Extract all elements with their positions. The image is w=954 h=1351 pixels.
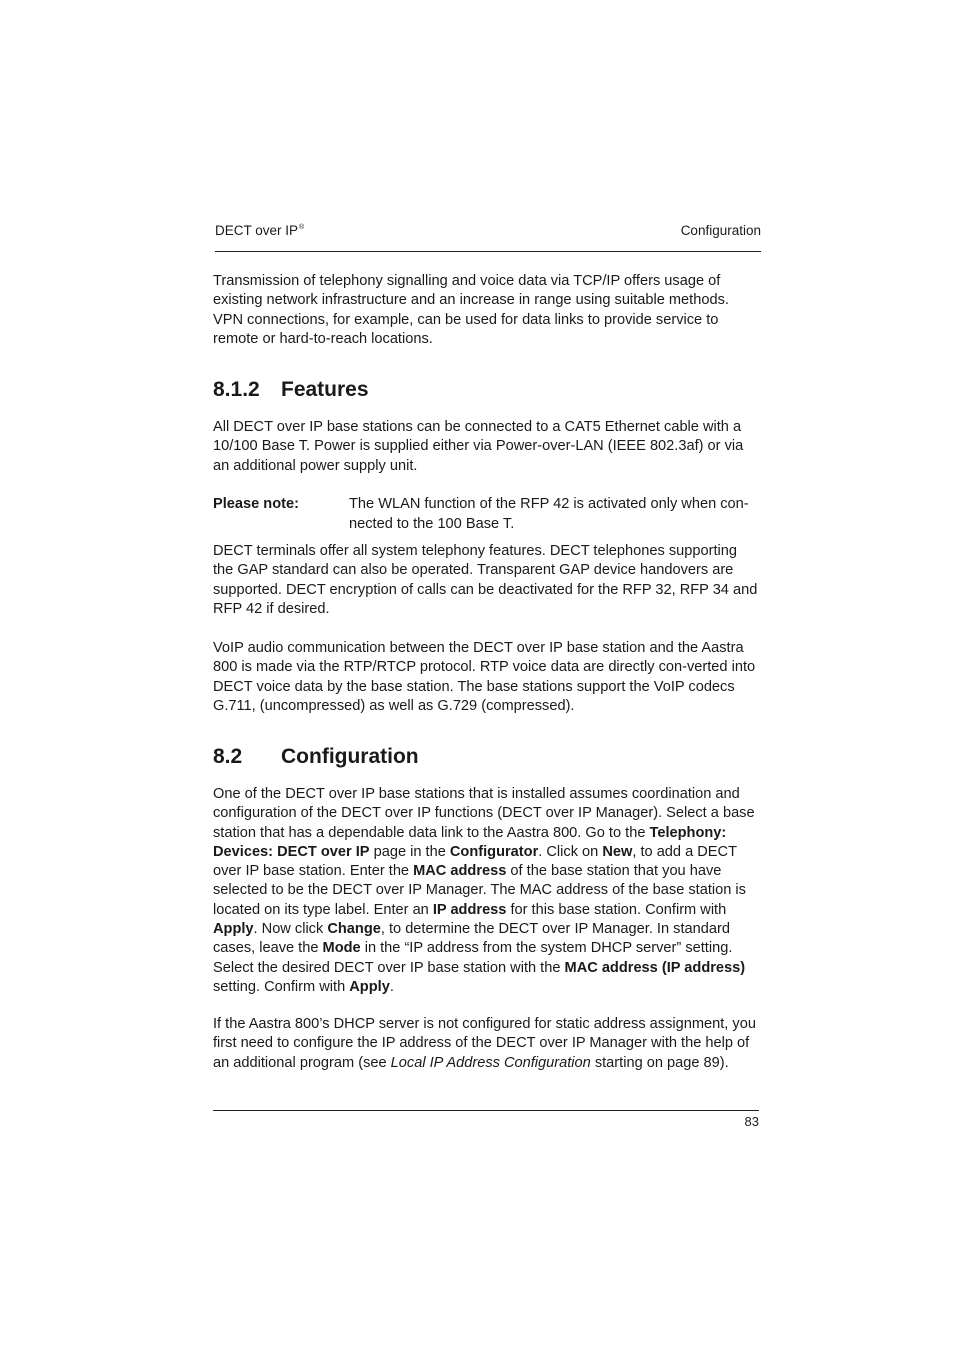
- section-number: 8.1.2: [213, 378, 260, 401]
- features-paragraph-2: DECT terminals offer all system telephony features. DECT telephones supporting the GAP standard can also be operated. Transparent GAP device handovers are supported. DECT encryption of calls can be deactivated for the RFP 32, RFP 34 and RFP 42 if desired.: [213, 543, 758, 617]
- note-text: The WLAN function of the RFP 42 is activated only when con-nected to the 100 Base T.: [349, 496, 749, 532]
- note-label: Please note:: [213, 496, 299, 512]
- header-doc-title: DECT over IP®: [215, 223, 305, 238]
- ui-term-mode: Mode: [322, 940, 361, 957]
- features-paragraph-3: VoIP audio communication between the DECT over IP base station and the Aastra 800 is made via the RTP/RTCP protocol. RTP voice data are directly con-verted into DECT voice data by the base station. The base stations support the VoIP codecs G.711, (uncompressed) as well as G.729 (compressed).: [213, 640, 756, 714]
- header-chapter-title: Configuration: [680, 223, 761, 238]
- section-heading-configuration: [213, 744, 419, 770]
- footer-divider: [213, 1110, 759, 1111]
- ui-term-mac-address: MAC address: [413, 863, 507, 880]
- ui-term-apply: Apply: [213, 921, 254, 938]
- ui-term-change: Change: [327, 921, 381, 938]
- configuration-paragraph-2: If the Aastra 800’s DHCP server is not configured for static address assignment, you first need to configure the IP address of the DECT over IP Manager with the help of an additional program (see Local IP Address Configuration starting on page 89).: [213, 1016, 756, 1071]
- ui-term-configurator: Configurator: [449, 843, 539, 860]
- ui-term-new: New: [602, 843, 633, 860]
- registered-mark: ®: [299, 224, 305, 231]
- configuration-paragraph-1: One of the DECT over IP base stations that is installed assumes coordination and configuration of the DECT over IP functions (DECT over IP Manager). Select a base station that has a dependable data link to the Aastra 800. Go to the Telephony: Devices: DECT over IP page in the Configurator. Click on New, to add a DECT over IP base station. Enter the MAC address of the base station that you have selected to be the DECT over IP Manager. The MAC address of the base station is located on its type label. Enter an IP address for this base station. Confirm with Apply. Now click Change, to determine the DECT over IP Manager. In standard cases, leave the Mode in the “IP address from the system DHCP server” setting. Select the desired DECT over IP base station with the MAC address (IP address) setting. Confirm with Apply.: [213, 786, 755, 995]
- page-number: 83: [744, 1114, 759, 1129]
- ui-path-telephony: Telephony: Devices: DECT over IP: [213, 824, 727, 860]
- cross-reference-link: Local IP Address Configuration: [390, 1054, 591, 1071]
- ui-term-mac-address-ip: MAC address (IP address): [564, 959, 746, 976]
- ui-term-apply: Apply: [349, 978, 390, 995]
- ui-term-ip-address: IP address: [432, 901, 507, 918]
- section-heading-features: [213, 377, 369, 403]
- section-number: 8.2: [213, 745, 243, 768]
- section-title: Configuration: [281, 745, 419, 768]
- running-header: [215, 223, 761, 241]
- features-paragraph-1: All DECT over IP base stations can be connected to a CAT5 Ethernet cable with a 10/100 Base T. Power is supplied either via Power-over-LAN (IEEE 802.3af) or via an additional power supply unit.: [213, 419, 744, 474]
- header-divider: [215, 251, 761, 252]
- section-title: Features: [281, 378, 369, 401]
- intro-paragraph: Transmission of telephony signalling and voice data via TCP/IP offers usage of existing network infrastructure and an increase in range using suitable methods. VPN connections, for example, can be used for data links to provide service to remote or hard-to-reach locations.: [213, 273, 729, 347]
